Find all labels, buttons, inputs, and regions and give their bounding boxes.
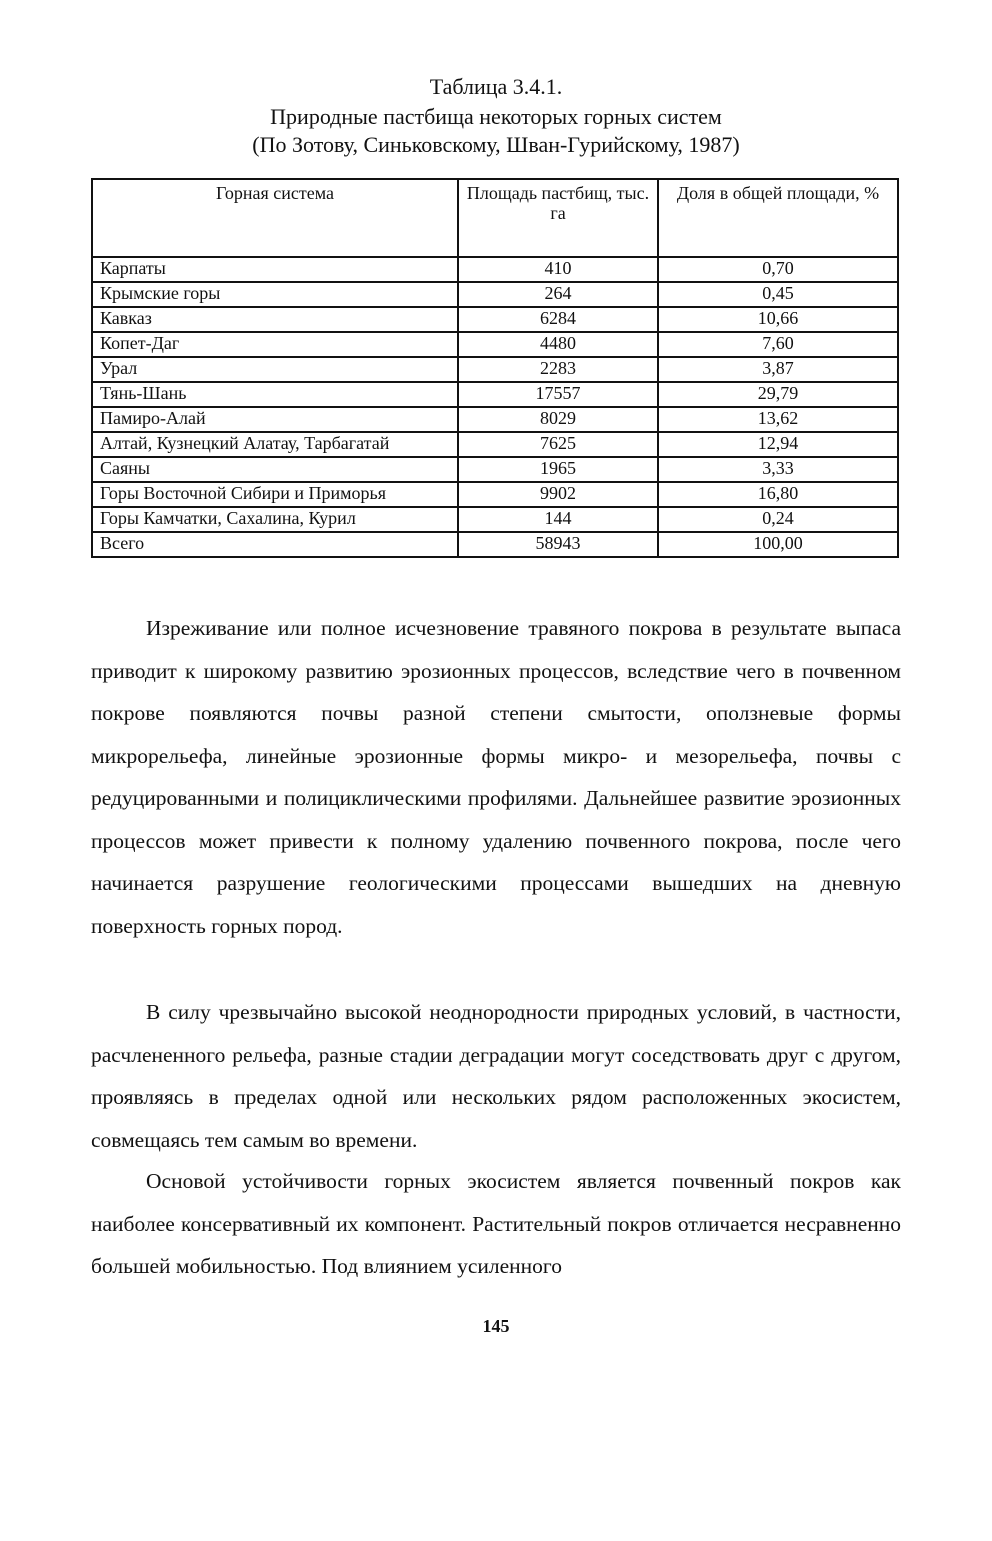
cell-pasture-area: 9902 <box>458 482 658 507</box>
table-row <box>92 507 898 532</box>
table-row <box>92 357 898 382</box>
cell-mountain-system: Урал <box>92 357 458 382</box>
table-row <box>92 407 898 432</box>
cell-share: 7,60 <box>658 332 898 357</box>
cell-mountain-system: Крымские горы <box>92 282 458 307</box>
cell-pasture-area: 1965 <box>458 457 658 482</box>
cell-mountain-system: Тянь-Шань <box>92 382 458 407</box>
paragraph-2: В силу чрезвычайно высокой неоднородности природных условий, в частности, расчлененного рельефа, разные стадии деградации могут соседствовать друг с другом, проявляясь в пределах одной или нескольких рядом расположенных экосистем, совмещаясь тем самым во времени. <box>91 1000 901 1152</box>
header-pasture-area: Площадь пастбищ, тыс. га <box>458 179 658 257</box>
cell-share: 0,45 <box>658 282 898 307</box>
table-row <box>92 257 898 282</box>
pasture-table <box>91 178 899 558</box>
cell-share: 3,87 <box>658 357 898 382</box>
cell-share: 100,00 <box>658 532 898 557</box>
paragraph-1: Изреживание или полное исчезновение травяного покрова в результате выпаса приводит к широкому развитию эрозионных процессов, вследствие чего в почвенном покрове появляются почвы разной степени смытости, оползневые формы микрорельефа, линейные эрозионные формы микро- и мезорельефа, почвы с редуцированными и полициклическими профилями. Дальнейшее развитие эрозионных процессов может привести к полному удалению почвенного покрова, после чего начинается разрушение геологическими процессами вышедших на дневную поверхность горных пород. <box>91 616 901 938</box>
page-number: 145 <box>482 1316 510 1336</box>
header-share: Доля в общей площади, % <box>658 179 898 257</box>
cell-pasture-area: 4480 <box>458 332 658 357</box>
cell-mountain-system: Всего <box>92 532 458 557</box>
table-row <box>92 332 898 357</box>
table-row <box>92 307 898 332</box>
table-label: Таблица 3.4.1. <box>429 74 563 99</box>
cell-mountain-system: Горы Восточной Сибири и Приморья <box>92 482 458 507</box>
table-header-row <box>92 179 898 257</box>
cell-share: 0,70 <box>658 257 898 282</box>
table-row <box>92 532 898 557</box>
cell-share: 29,79 <box>658 382 898 407</box>
header-mountain-system: Горная система <box>92 179 458 257</box>
cell-mountain-system: Карпаты <box>92 257 458 282</box>
cell-share: 10,66 <box>658 307 898 332</box>
table-row <box>92 282 898 307</box>
cell-mountain-system: Памиро-Алай <box>92 407 458 432</box>
cell-mountain-system: Копет-Даг <box>92 332 458 357</box>
cell-pasture-area: 7625 <box>458 432 658 457</box>
cell-mountain-system: Алтай, Кузнецкий Алатау, Тарбагатай <box>92 432 458 457</box>
cell-pasture-area: 410 <box>458 257 658 282</box>
cell-mountain-system: Кавказ <box>92 307 458 332</box>
cell-pasture-area: 264 <box>458 282 658 307</box>
table-row <box>92 457 898 482</box>
cell-pasture-area: 6284 <box>458 307 658 332</box>
table-row <box>92 432 898 457</box>
cell-share: 13,62 <box>658 407 898 432</box>
cell-share: 16,80 <box>658 482 898 507</box>
cell-pasture-area: 144 <box>458 507 658 532</box>
cell-share: 12,94 <box>658 432 898 457</box>
cell-pasture-area: 2283 <box>458 357 658 382</box>
cell-share: 0,24 <box>658 507 898 532</box>
table-row <box>92 482 898 507</box>
cell-pasture-area: 17557 <box>458 382 658 407</box>
table-title: Природные пастбища некоторых горных систем <box>270 104 722 129</box>
table-source: (По Зотову, Синьковскому, Шван-Гурийскому, 1987) <box>252 132 740 157</box>
cell-share: 3,33 <box>658 457 898 482</box>
cell-mountain-system: Горы Камчатки, Сахалина, Курил <box>92 507 458 532</box>
cell-mountain-system: Саяны <box>92 457 458 482</box>
cell-pasture-area: 8029 <box>458 407 658 432</box>
cell-pasture-area: 58943 <box>458 532 658 557</box>
table-row <box>92 382 898 407</box>
paragraph-3: Основой устойчивости горных экосистем является почвенный покров как наиболее консервативный их компонент. Растительный покров отличается несравненно большей мобильностью. Под влиянием усиленного <box>91 1169 901 1278</box>
